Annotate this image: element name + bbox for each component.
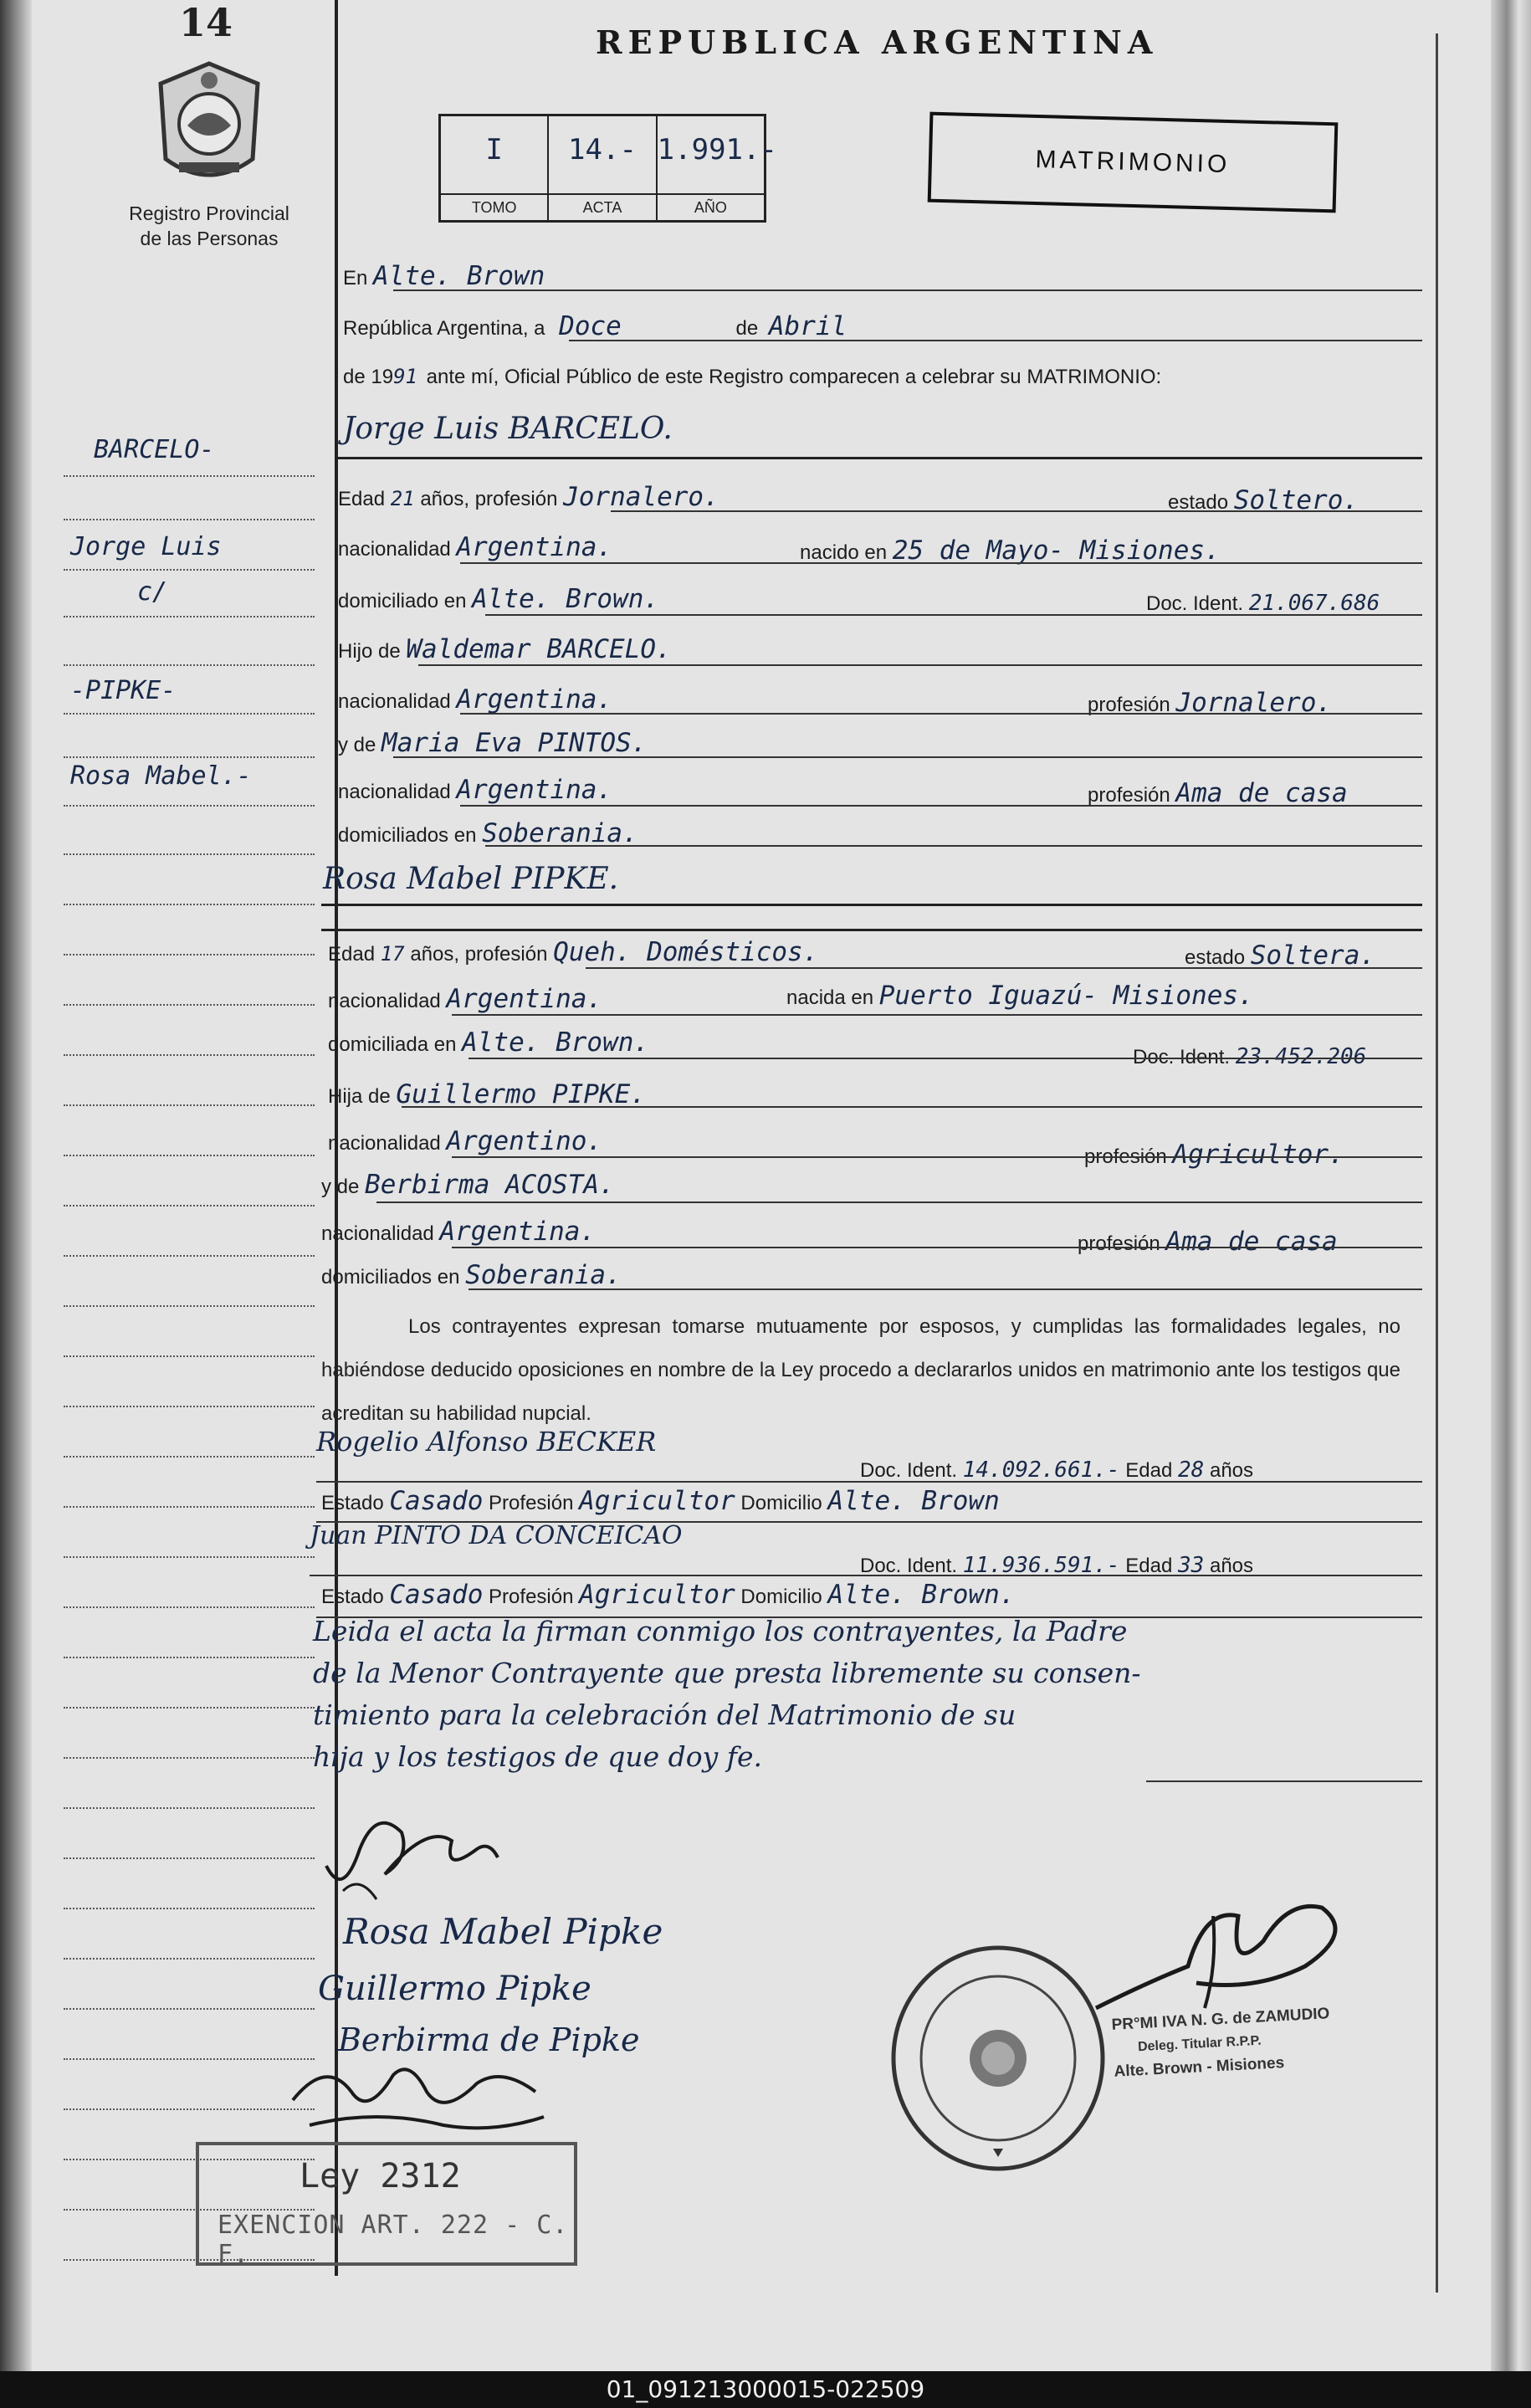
margin-rule [64,1757,315,1759]
anio-cell: 1.991.- AÑO [658,116,764,220]
rule [460,713,1422,715]
groom-father-prof: profesión Jornalero. [1088,688,1333,718]
margin-rule [64,1155,315,1156]
groom-mother-prof: profesión Ama de casa [1088,778,1348,808]
witness-signatures-icon [276,2042,552,2142]
margin-rule [64,1657,315,1658]
rule [1146,1780,1422,1782]
rule [452,1247,1422,1248]
groom-age-line: Edad 21 años, profesión Jornalero. [338,482,719,512]
page-binding-right [1491,0,1531,2371]
margin-rule [64,1857,315,1859]
bride-age-line: Edad 17 años, profesión Queh. Domésticos. [328,937,819,967]
intro-statement-line: de 1991 ante mí, Oficial Público de este Registro comparecen a celebrar su MATRIMONIO: [343,365,1162,388]
rule [452,1014,1422,1016]
groom-birthplace: nacido en 25 de Mayo- Misiones. [800,535,1221,566]
bride-doc: Doc. Ident. 23.452.206 [1133,1044,1367,1069]
margin-rule [64,1707,315,1709]
margin-rule [64,664,315,666]
margin-rule [64,853,315,855]
bride-name: Rosa Mabel PIPKE. [323,862,619,896]
closing-line-1: Leida el acta la firman conmigo los contrayentes, la Padre [313,1615,1128,1647]
margin-rule [64,2008,315,2010]
rule [586,967,1422,969]
mother-signature: Berbirma de Pipke [338,2021,640,2058]
groom-nationality-line: nacionalidad Argentina. [338,532,613,562]
rule [569,340,1422,341]
margin-rule [64,1004,315,1006]
margin-rule [64,2259,315,2261]
groom-mother-nat-line: nacionalidad Argentina. [338,775,613,805]
margin-given-bride: Rosa Mabel.- [70,761,252,791]
closing-line-4: hija y los testigos de que doy fe. [313,1740,763,1773]
rule [316,1481,1422,1483]
officer-stamp-text: PR°MI IVA N. G. de ZAMUDIO Deleg. Titular R.P.P. Alte. Brown - Misiones [1111,2005,1330,2081]
bride-estado: estado Soltera. [1185,940,1376,971]
declaration-text: Los contrayentes expresan tomarse mutuamente por esposos, y cumplidas las formalidades legales, no habiéndose deducido oposiciones en nombre de la Ley procedo a declararlos unidos en matrimonio ante los testigos que acreditan su habilidad nupcial. [321,1315,1400,1425]
bride-father-prof: profesión Agricultor. [1084,1140,1344,1170]
witness2-details: Estado Casado Profesión Agricultor Domicilio Alte. Brown. [321,1580,1016,1610]
document-id-footer: 01_091213000015-022509 [0,2371,1531,2408]
witness1-doc: Doc. Ident. 14.092.661.- Edad 28 años [860,1458,1254,1483]
rule [310,1575,1422,1576]
intro-place-line: En Alte. Brown [343,261,545,291]
witness1-details: Estado Casado Profesión Agricultor Domicilio Alte. Brown [321,1486,1000,1516]
margin-rule [64,616,315,617]
registry-seal-icon [151,59,268,192]
bride-father-line: Hija de Guillermo PIPKE. [328,1079,647,1109]
rule [460,562,1422,564]
margin-conjunction: c/ [137,577,168,607]
tomo-acta-anio-box [438,114,777,223]
section-rule [338,457,1422,459]
witness2-name: Juan PINTO DA CONCEICAO [310,1521,683,1550]
tomo-cell: I TOMO [441,116,549,220]
margin-rule [64,713,315,715]
rule [469,1289,1422,1290]
bride-mother-line: y de Berbirma ACOSTA. [321,1170,615,1200]
margin-rule [64,2058,315,2060]
exemption-stamp: Ley 2312 EXENCION ART. 222 - C. F. [196,2142,577,2266]
margin-rule [64,1104,315,1106]
margin-rule [64,904,315,905]
margin-rule [64,2108,315,2110]
country-title: REPUBLICA ARGENTINA [596,23,1159,61]
bride-father-nat-line: nacionalidad Argentino. [328,1126,603,1156]
bride-domicile-line: domiciliada en Alte. Brown. [328,1027,650,1058]
margin-rule [64,1205,315,1207]
intro-date-line: República Argentina, a Doce de Abril [343,311,847,341]
margin-rule [64,805,315,807]
margin-rule [64,1255,315,1257]
margin-surname-bride: -PIPKE- [70,676,177,705]
right-margin-rule [1436,33,1438,2293]
registry-name: Registro Provincial de las Personas [129,202,289,249]
margin-rule [64,954,315,956]
margin-rule [64,756,315,758]
closing-line-2: de la Menor Contrayente que presta libremente su consen- [313,1657,1141,1689]
groom-domicile-line: domiciliado en Alte. Brown. [338,584,660,614]
groom-father-line: Hijo de Waldemar BARCELO. [338,634,672,664]
groom-parents-domicile-line: domiciliados en Soberania. [338,818,638,848]
rule [393,756,1422,758]
groom-father-nat-line: nacionalidad Argentina. [338,684,613,715]
margin-rule [64,1606,315,1608]
margin-rule [64,1054,315,1056]
margin-given-groom: Jorge Luis [70,532,222,561]
groom-mother-line: y de Maria Eva PINTOS. [338,728,648,758]
bride-parents-domicile-line: domiciliados en Soberania. [321,1260,622,1290]
margin-rule [64,1807,315,1809]
page-binding-left [0,0,32,2371]
margin-rule [64,569,315,571]
groom-estado: estado Soltero. [1168,485,1359,515]
rule [393,289,1422,291]
rule [418,664,1422,666]
margin-surname-groom: BARCELO- [94,435,215,464]
section-rule [321,904,1422,906]
rule [611,510,1422,512]
bride-signature: Rosa Mabel Pipke [343,1911,663,1952]
margin-rule [64,1305,315,1307]
margin-rule [64,1958,315,1960]
rule [402,1106,1422,1108]
groom-signature-icon [310,1799,510,1908]
witness2-doc: Doc. Ident. 11.936.591.- Edad 33 años [860,1553,1254,1578]
margin-rule [64,1556,315,1558]
margin-rule [64,2159,315,2160]
bride-mother-prof: profesión Ama de casa [1078,1227,1338,1257]
margin-rule [64,1506,315,1508]
margin-rule [64,1456,315,1458]
groom-doc: Doc. Ident. 21.067.686 [1146,591,1380,616]
bride-nationality-line: nacionalidad Argentina. [328,984,603,1014]
rule [469,1058,1422,1059]
margin-rule [64,1406,315,1407]
section-rule [321,929,1422,931]
margin-rule [64,2209,315,2211]
acta-cell: 14.- ACTA [549,116,657,220]
margin-rule [64,475,315,477]
witness1-name: Rogelio Alfonso BECKER [316,1426,657,1458]
margin-rule [64,519,315,520]
margin-rule [64,1355,315,1357]
page-number: 14 [179,0,233,45]
margin-rule [64,1908,315,1909]
groom-name: Jorge Luis BARCELO. [343,412,673,446]
rule [376,1201,1422,1203]
rule [452,1156,1422,1158]
father-signature: Guillermo Pipke [318,1970,591,2008]
closing-line-3: timiento para la celebración del Matrimonio de su [313,1698,1016,1731]
rule [485,614,1422,616]
bride-mother-nat-line: nacionalidad Argentina. [321,1217,597,1247]
rule [460,805,1422,807]
rule [485,845,1422,847]
document-type-box: MATRIMONIO [928,112,1339,213]
bride-birthplace: nacida en Puerto Iguazú- Misiones. [786,981,1254,1011]
